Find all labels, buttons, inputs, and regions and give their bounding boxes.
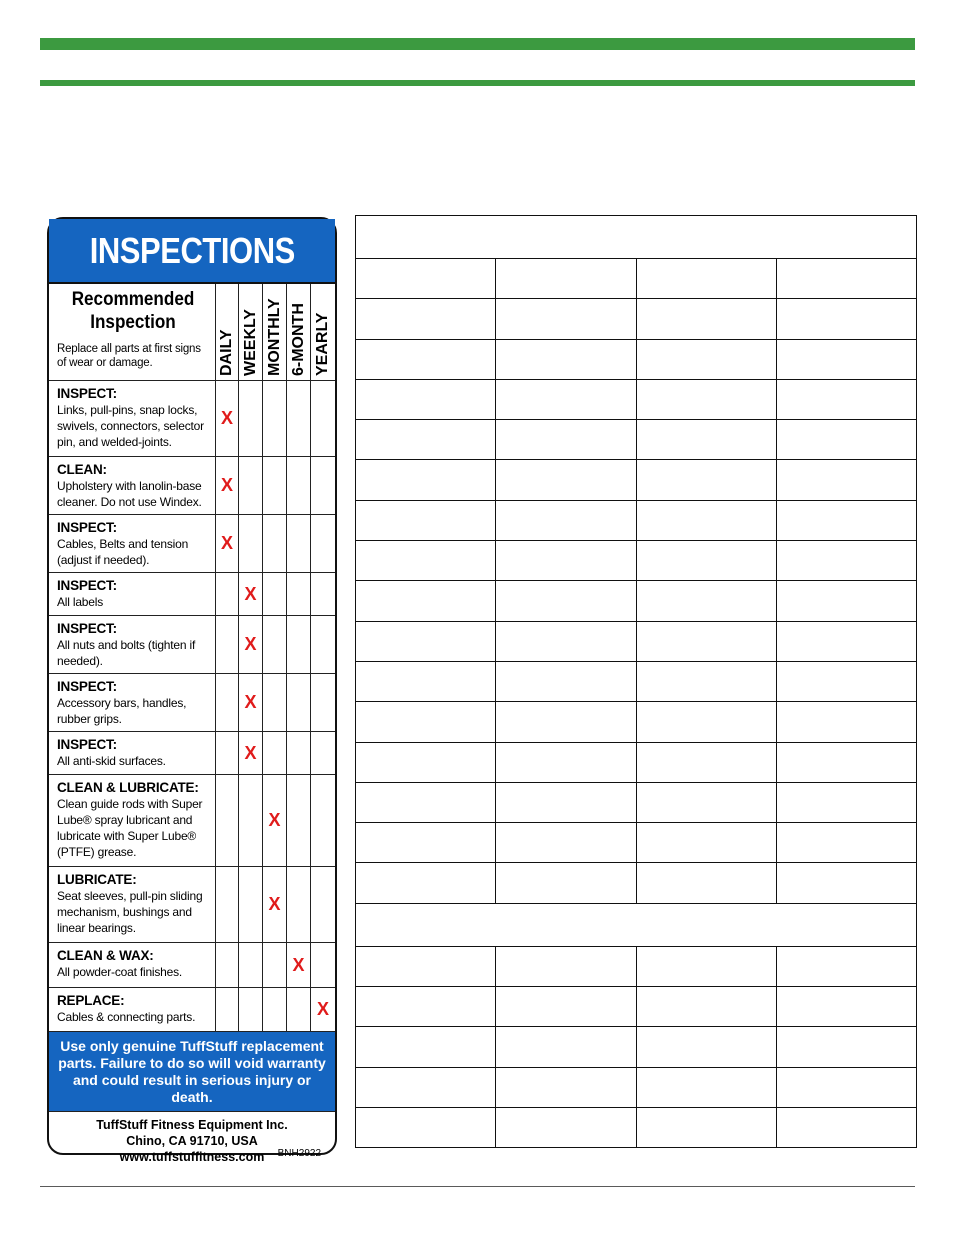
empty-cell xyxy=(311,674,335,732)
check-mark: X xyxy=(263,775,287,867)
log-cell[interactable] xyxy=(776,581,916,621)
empty-cell xyxy=(287,573,311,616)
log-cell[interactable] xyxy=(356,782,496,822)
log-cell[interactable] xyxy=(776,259,916,299)
empty-cell xyxy=(239,867,263,943)
log-row xyxy=(356,541,917,581)
check-mark: X xyxy=(216,381,239,457)
check-mark: X xyxy=(216,515,239,573)
log-cell[interactable] xyxy=(356,541,496,581)
task-cell xyxy=(49,616,216,674)
label-code: BNH2922 xyxy=(277,1148,321,1159)
log-cell[interactable] xyxy=(776,742,916,782)
inspection-grid xyxy=(49,284,335,1032)
task-title: INSPECT: xyxy=(57,578,117,593)
empty-cell xyxy=(263,515,287,573)
empty-cell xyxy=(287,732,311,775)
log-cell[interactable] xyxy=(776,1067,916,1107)
empty-cell xyxy=(239,457,263,515)
log-cell[interactable] xyxy=(356,460,496,500)
task-text: Links, pull-pins, snap locks, swivels, connectors, selector pin, and welded-joints. xyxy=(57,403,204,449)
log-cell[interactable] xyxy=(776,661,916,701)
log-cell[interactable] xyxy=(356,500,496,540)
task-cell xyxy=(49,381,216,457)
company-block xyxy=(49,1112,335,1165)
task-title: INSPECT: xyxy=(57,679,117,694)
log-row xyxy=(356,460,917,500)
empty-cell xyxy=(287,775,311,867)
log-row xyxy=(356,742,917,782)
log-cell[interactable] xyxy=(356,1027,496,1067)
log-cell[interactable] xyxy=(356,379,496,419)
task-title: INSPECT: xyxy=(57,520,117,535)
log-row xyxy=(356,1067,917,1107)
log-row xyxy=(356,823,917,863)
log-row xyxy=(356,903,917,946)
log-cell[interactable] xyxy=(636,1107,776,1147)
log-cell[interactable] xyxy=(356,621,496,661)
empty-cell xyxy=(311,573,335,616)
empty-cell xyxy=(311,867,335,943)
log-row xyxy=(356,216,917,259)
log-cell[interactable] xyxy=(356,299,496,339)
log-row xyxy=(356,702,917,742)
log-cell[interactable] xyxy=(776,541,916,581)
log-cell[interactable] xyxy=(776,987,916,1027)
log-row xyxy=(356,420,917,460)
check-mark: X xyxy=(239,573,263,616)
header-green-bar xyxy=(40,38,915,50)
task-text: All anti-skid surfaces. xyxy=(57,754,166,768)
check-mark: X xyxy=(216,457,239,515)
task-cell xyxy=(49,988,216,1032)
log-cell[interactable] xyxy=(356,742,496,782)
log-heading-cell[interactable] xyxy=(356,903,917,946)
empty-cell xyxy=(216,616,239,674)
log-cell[interactable] xyxy=(496,987,636,1027)
task-text: Upholstery with lanolin-base cleaner. Do not use Windex. xyxy=(57,479,202,509)
log-cell[interactable] xyxy=(496,541,636,581)
empty-cell xyxy=(287,381,311,457)
log-row xyxy=(356,621,917,661)
header-note: Replace all parts at first signs of wear or damage. xyxy=(57,343,201,369)
log-cell[interactable] xyxy=(636,823,776,863)
log-cell[interactable] xyxy=(496,742,636,782)
task-title: CLEAN: xyxy=(57,462,107,477)
log-cell[interactable] xyxy=(776,339,916,379)
log-cell[interactable] xyxy=(776,863,916,903)
empty-cell xyxy=(287,988,311,1032)
empty-cell xyxy=(311,943,335,988)
log-cell[interactable] xyxy=(636,339,776,379)
log-cell[interactable] xyxy=(776,782,916,822)
log-cell[interactable] xyxy=(496,259,636,299)
column-daily: DAILY xyxy=(216,284,239,381)
log-cell[interactable] xyxy=(776,299,916,339)
company-city: Chino, CA 91710, USA xyxy=(126,1134,258,1148)
log-cell[interactable] xyxy=(636,299,776,339)
header-title: Recommended Inspection xyxy=(71,289,195,333)
task-text: All labels xyxy=(57,595,104,609)
log-cell[interactable] xyxy=(496,1067,636,1107)
empty-cell xyxy=(263,616,287,674)
log-row xyxy=(356,339,917,379)
log-cell[interactable] xyxy=(496,661,636,701)
empty-cell xyxy=(311,515,335,573)
log-cell[interactable] xyxy=(776,702,916,742)
task-cell xyxy=(49,674,216,732)
task-title: CLEAN & LUBRICATE: xyxy=(57,780,199,795)
task-text: Clean guide rods with Super Lube® spray lubricant and lubricate with Super Lube® (PTFE) grease. xyxy=(57,797,203,859)
log-cell[interactable] xyxy=(776,500,916,540)
inspection-label xyxy=(47,217,337,1164)
empty-cell xyxy=(263,943,287,988)
log-cell[interactable] xyxy=(496,823,636,863)
log-cell[interactable] xyxy=(356,1107,496,1147)
empty-cell xyxy=(311,732,335,775)
log-cell[interactable] xyxy=(496,1107,636,1147)
log-cell[interactable] xyxy=(496,702,636,742)
task-title: CLEAN & WAX: xyxy=(57,948,154,963)
log-cell[interactable] xyxy=(636,621,776,661)
log-cell[interactable] xyxy=(356,661,496,701)
empty-cell xyxy=(263,457,287,515)
header-cell xyxy=(49,284,216,381)
log-row xyxy=(356,581,917,621)
column-yearly: YEARLY xyxy=(311,284,335,381)
log-row xyxy=(356,782,917,822)
empty-cell xyxy=(287,867,311,943)
empty-cell xyxy=(287,457,311,515)
inspection-log-table xyxy=(355,215,917,1164)
log-cell[interactable] xyxy=(496,379,636,419)
log-cell[interactable] xyxy=(356,339,496,379)
log-cell[interactable] xyxy=(356,863,496,903)
task-title: INSPECT: xyxy=(57,386,117,401)
log-cell[interactable] xyxy=(776,420,916,460)
task-cell xyxy=(49,732,216,775)
log-cell[interactable] xyxy=(636,541,776,581)
task-text: Cables & connecting parts. xyxy=(57,1010,196,1024)
task-cell xyxy=(49,775,216,867)
column-monthly: MONTHLY xyxy=(263,284,287,381)
log-cell[interactable] xyxy=(356,581,496,621)
log-cell[interactable] xyxy=(776,946,916,986)
empty-cell xyxy=(311,616,335,674)
task-title: REPLACE: xyxy=(57,993,125,1008)
log-cell[interactable] xyxy=(776,1027,916,1067)
task-title: INSPECT: xyxy=(57,621,117,636)
log-cell[interactable] xyxy=(496,946,636,986)
empty-cell xyxy=(239,381,263,457)
log-cell[interactable] xyxy=(356,987,496,1027)
log-cell[interactable] xyxy=(356,702,496,742)
empty-cell xyxy=(263,674,287,732)
empty-cell xyxy=(263,732,287,775)
label-title: INSPECTIONS xyxy=(89,229,295,271)
footer-rule xyxy=(40,1186,915,1187)
log-cell[interactable] xyxy=(636,782,776,822)
empty-cell xyxy=(287,616,311,674)
empty-cell xyxy=(239,515,263,573)
log-cell[interactable] xyxy=(636,742,776,782)
task-cell xyxy=(49,943,216,988)
task-text: All nuts and bolts (tighten if needed). xyxy=(57,638,196,668)
log-cell[interactable] xyxy=(776,1107,916,1147)
log-cell[interactable] xyxy=(636,460,776,500)
header-green-rule xyxy=(40,80,915,86)
empty-cell xyxy=(216,988,239,1032)
check-mark: X xyxy=(263,867,287,943)
log-cell[interactable] xyxy=(496,339,636,379)
log-cell[interactable] xyxy=(496,581,636,621)
task-cell xyxy=(49,573,216,616)
log-row xyxy=(356,987,917,1027)
empty-cell xyxy=(216,573,239,616)
empty-cell xyxy=(239,988,263,1032)
check-mark: X xyxy=(311,988,335,1032)
log-cell[interactable] xyxy=(356,946,496,986)
log-row xyxy=(356,1027,917,1067)
log-cell[interactable] xyxy=(356,420,496,460)
log-row xyxy=(356,1107,917,1147)
task-text: Accessory bars, handles, rubber grips. xyxy=(57,696,187,726)
warning-band: Use only genuine TuffStuff replacement parts. Failure to do so will void warranty and could result in serious injury or death. xyxy=(49,1032,335,1112)
company-website: www.tuffstuffitness.com xyxy=(119,1150,265,1164)
log-row xyxy=(356,299,917,339)
task-title: LUBRICATE: xyxy=(57,872,137,887)
task-cell xyxy=(49,515,216,573)
log-row xyxy=(356,863,917,903)
empty-cell xyxy=(263,573,287,616)
task-text: Cables, Belts and tension (adjust if needed). xyxy=(57,537,189,567)
empty-cell xyxy=(263,381,287,457)
log-grid xyxy=(355,215,917,1148)
empty-cell xyxy=(287,674,311,732)
check-mark: X xyxy=(239,674,263,732)
log-cell[interactable] xyxy=(496,621,636,661)
log-cell[interactable] xyxy=(636,500,776,540)
empty-cell xyxy=(239,775,263,867)
log-row xyxy=(356,500,917,540)
log-cell[interactable] xyxy=(776,460,916,500)
log-cell[interactable] xyxy=(496,782,636,822)
log-cell[interactable] xyxy=(636,259,776,299)
empty-cell xyxy=(216,732,239,775)
log-cell[interactable] xyxy=(636,946,776,986)
empty-cell xyxy=(311,457,335,515)
log-cell[interactable] xyxy=(496,299,636,339)
log-heading-cell[interactable] xyxy=(356,216,917,259)
log-cell[interactable] xyxy=(356,823,496,863)
log-row xyxy=(356,661,917,701)
empty-cell xyxy=(216,867,239,943)
column-weekly: WEEKLY xyxy=(239,284,263,381)
log-cell[interactable] xyxy=(636,702,776,742)
check-mark: X xyxy=(239,616,263,674)
empty-cell xyxy=(287,515,311,573)
log-cell[interactable] xyxy=(496,420,636,460)
log-cell[interactable] xyxy=(636,863,776,903)
label-title-band xyxy=(49,219,335,284)
log-cell[interactable] xyxy=(636,661,776,701)
check-mark: X xyxy=(239,732,263,775)
log-row xyxy=(356,379,917,419)
log-cell[interactable] xyxy=(496,1027,636,1067)
empty-cell xyxy=(216,674,239,732)
log-cell[interactable] xyxy=(776,823,916,863)
log-cell[interactable] xyxy=(636,987,776,1027)
log-cell[interactable] xyxy=(776,379,916,419)
log-cell[interactable] xyxy=(636,1067,776,1107)
empty-cell xyxy=(311,775,335,867)
task-title: INSPECT: xyxy=(57,737,117,752)
empty-cell xyxy=(216,775,239,867)
log-cell[interactable] xyxy=(776,621,916,661)
log-cell[interactable] xyxy=(496,460,636,500)
log-cell[interactable] xyxy=(636,581,776,621)
empty-cell xyxy=(216,943,239,988)
task-text: All powder-coat finishes. xyxy=(57,965,183,979)
check-mark: X xyxy=(287,943,311,988)
log-cell[interactable] xyxy=(356,259,496,299)
empty-cell xyxy=(263,988,287,1032)
company-name: TuffStuff Fitness Equipment Inc. xyxy=(96,1118,288,1132)
log-row xyxy=(356,259,917,299)
task-text: Seat sleeves, pull-pin sliding mechanism, bushings and linear bearings. xyxy=(57,889,203,935)
task-cell xyxy=(49,867,216,943)
log-cell[interactable] xyxy=(496,500,636,540)
column-6-month: 6-MONTH xyxy=(287,284,311,381)
empty-cell xyxy=(311,381,335,457)
empty-cell xyxy=(239,943,263,988)
log-cell[interactable] xyxy=(636,420,776,460)
task-cell xyxy=(49,457,216,515)
log-cell[interactable] xyxy=(496,863,636,903)
log-row xyxy=(356,946,917,986)
log-cell[interactable] xyxy=(356,1067,496,1107)
log-cell[interactable] xyxy=(636,379,776,419)
log-cell[interactable] xyxy=(636,1027,776,1067)
